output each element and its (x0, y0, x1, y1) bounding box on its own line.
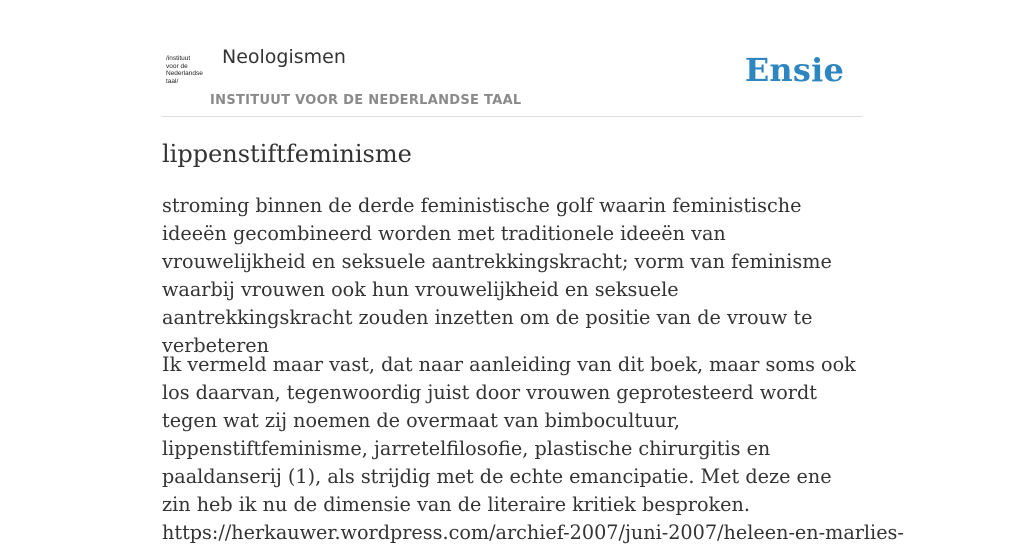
logo-line: taal/ (166, 78, 179, 86)
page-header (162, 0, 862, 117)
example-text: Ik vermeld maar vast, dat naar aanleiding van dit boek, maar soms ook los daarvan, tegenwoordig juist door vrouwen geprotesteerd wordt tegen wat zij noemen de overmaat van bimbocultuur, lippenstiftfeminisme, jarretelfilosofie, plastische chirurgitis en paaldanserij (1), als strijdig met de echte emancipatie. Met deze ene zin heb ik nu de dimensie van de literaire kritiek besproken. (162, 353, 856, 516)
logo-line: Nederlandse (166, 70, 203, 78)
example-source-link[interactable]: https://herkauwer.wordpress.com/archief-2007/juni-2007/heleen-en-marlies- (162, 521, 904, 544)
logo-line: voor de (166, 62, 188, 70)
site-subtitle: INSTITUUT VOOR DE NEDERLANDSE TAAL (210, 93, 522, 108)
ensie-brand-logo[interactable]: Ensie (744, 51, 844, 89)
logo-line: /instituut (166, 55, 191, 62)
entry-term: lippenstiftfeminisme (162, 140, 412, 168)
entry-definition: stroming binnen de derde feministische golf waarin feministische ideeën gecombineerd worden met traditionele ideeën van vrouwelijkheid en seksuele aantrekkingskracht; vorm van feminisme waarbij vrouwen ook hun vrouwelijkheid en seksuele aantrekkingskracht zouden inzetten om de positie van de vrouw te verbeteren (162, 194, 832, 357)
entry-example (162, 351, 904, 547)
page-content (162, 0, 904, 544)
ivdnt-logo[interactable] (166, 55, 206, 89)
site-title-link[interactable]: Neologismen (222, 46, 346, 68)
